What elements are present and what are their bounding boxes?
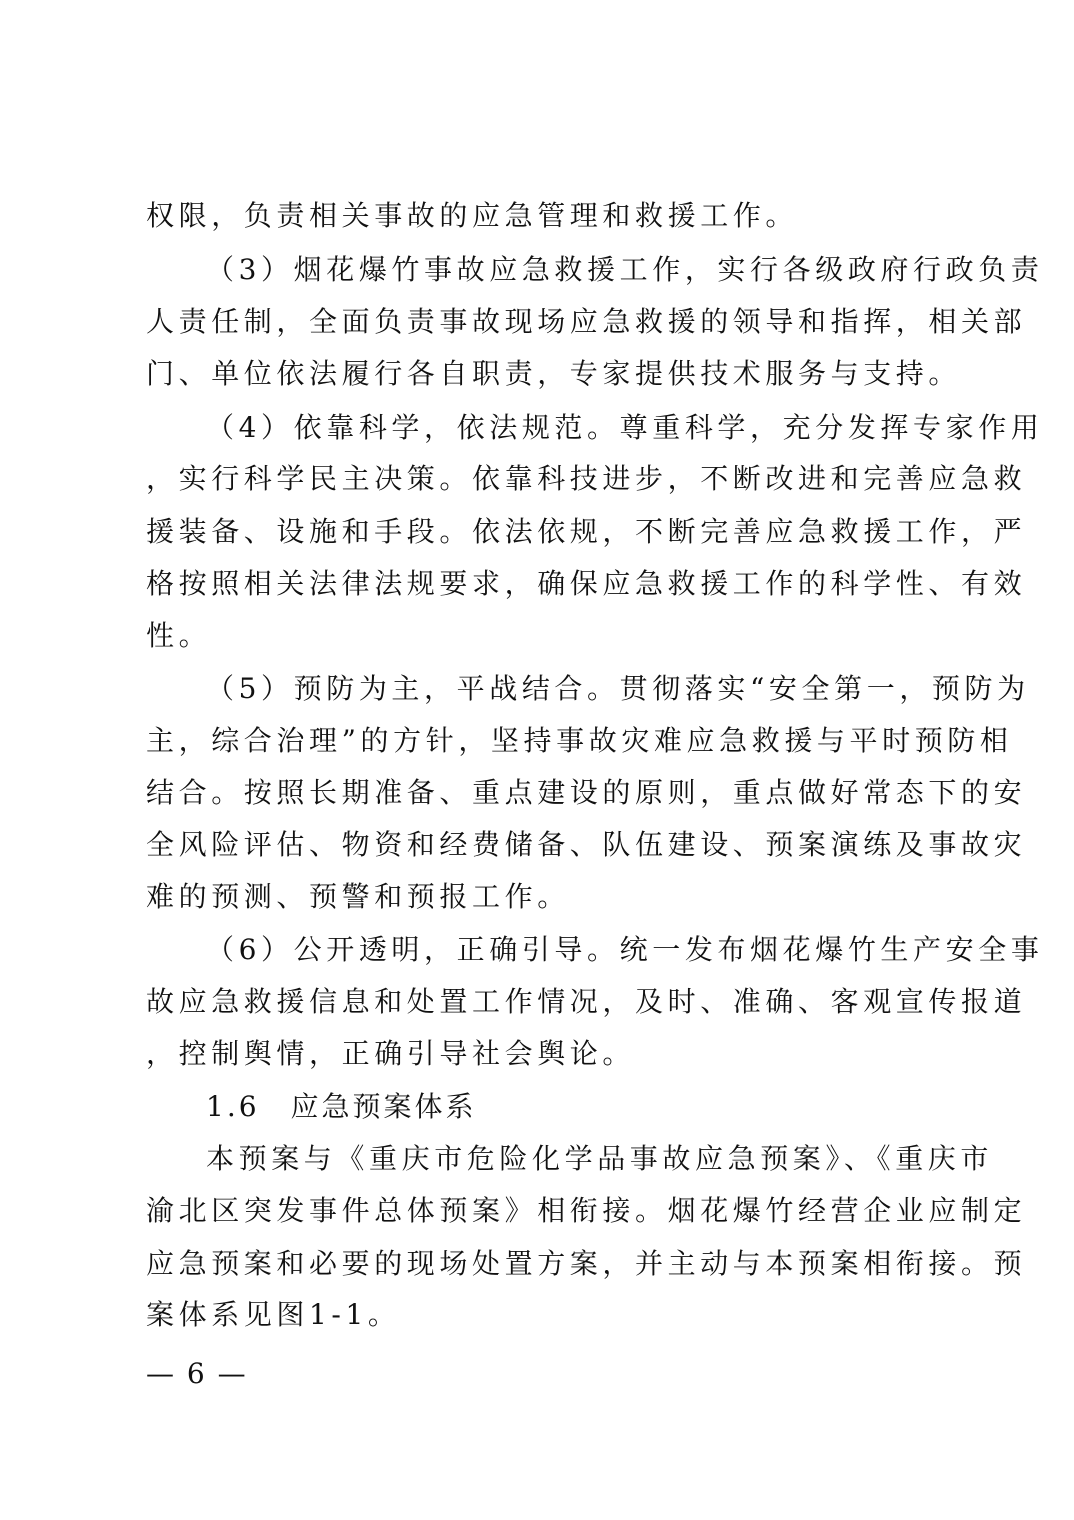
- text-line: ，实行科学民主决策。依靠科技进步，不断改进和完善应急救: [146, 462, 1027, 495]
- text-line: 人责任制，全面负责事故现场应急救援的领导和指挥，相关部: [146, 305, 1027, 338]
- text-line: 应急预案和必要的现场处置方案，并主动与本预案相衔接。预: [146, 1247, 1027, 1280]
- text-line: 结合。按照长期准备、重点建设的原则，重点做好常态下的安: [146, 776, 1027, 809]
- text-line: 难的预测、预警和预报工作。: [146, 880, 570, 913]
- text-line: 权限，负责相关事故的应急管理和救援工作。: [146, 199, 799, 232]
- paragraph-6-start: （6）公开透明，正确引导。统一发布烟花爆竹生产安全事: [206, 933, 1044, 966]
- paragraph-start: 本预案与《重庆市危险化学品事故应急预案》、《重庆市: [206, 1142, 994, 1175]
- text-line: 性。: [146, 619, 212, 652]
- text-line: 格按照相关法律法规要求，确保应急救援工作的科学性、有效: [146, 567, 1027, 600]
- text-line: 援装备、设施和手段。依法依规，不断完善应急救援工作，严: [146, 515, 1027, 548]
- text-line: 案体系见图1-1。: [146, 1298, 401, 1331]
- text-line: 全风险评估、物资和经费储备、队伍建设、预案演练及事故灾: [146, 828, 1027, 861]
- text-line: 故应急救援信息和处置工作情况，及时、准确、客观宣传报道: [146, 985, 1027, 1018]
- page-number: — 6 —: [146, 1357, 248, 1390]
- text-line: 主，综合治理”的方针，坚持事故灾难应急救援与平时预防相: [146, 724, 1013, 757]
- text-line: 门、单位依法履行各自职责，专家提供技术服务与支持。: [146, 357, 962, 390]
- paragraph-4-start: （4）依靠科学，依法规范。尊重科学，充分发挥专家作用: [206, 411, 1044, 444]
- text-line: ，控制舆情，正确引导社会舆论。: [146, 1037, 636, 1070]
- paragraph-5-start: （5）预防为主，平战结合。贯彻落实“安全第一，预防为: [206, 672, 1030, 705]
- paragraph-3-start: （3）烟花爆竹事故应急救援工作，实行各级政府行政负责: [206, 253, 1044, 286]
- text-line: 渝北区突发事件总体预案》相衔接。烟花爆竹经营企业应制定: [146, 1194, 1027, 1227]
- section-heading: 1.6 应急预案体系: [206, 1090, 477, 1123]
